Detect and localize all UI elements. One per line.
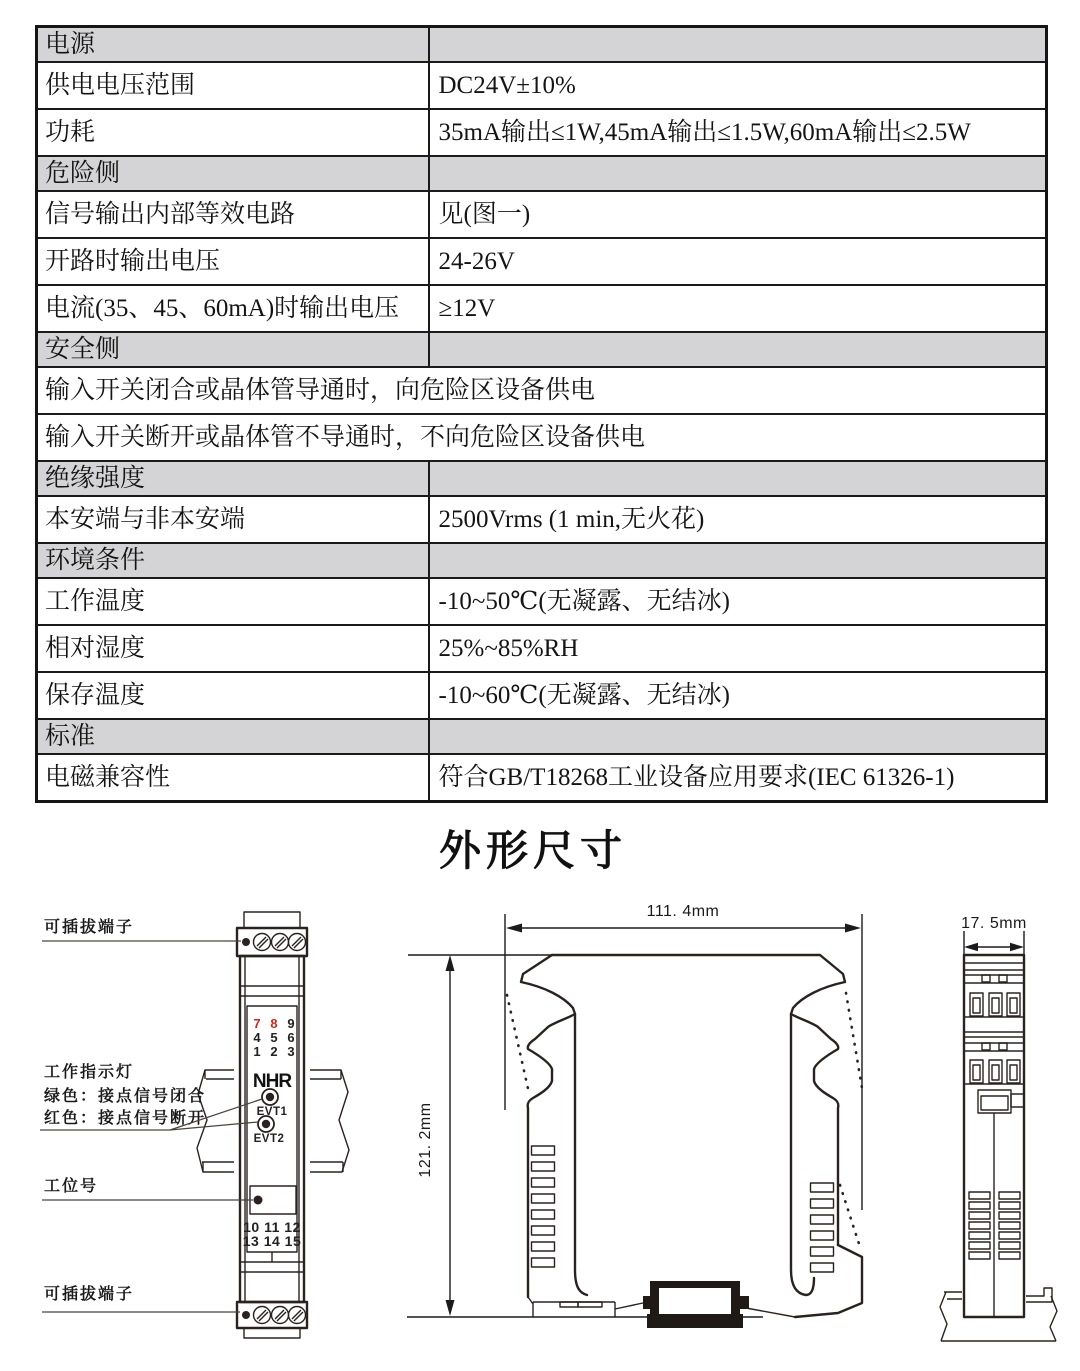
spec-key: 信号输出内部等效电路	[37, 191, 429, 238]
spec-key: 功耗	[37, 109, 429, 156]
spec-row	[37, 414, 1047, 461]
spec-row	[37, 285, 1047, 332]
spec-key: 本安端与非本安端	[37, 496, 429, 543]
spec-section-spacer	[429, 461, 1047, 496]
station-dot	[254, 1196, 263, 1205]
top-terminal-numbers	[253, 1016, 294, 1059]
spec-row	[37, 109, 1047, 156]
spec-section-label: 标准	[37, 719, 429, 754]
spec-value: ≥12V	[429, 285, 1047, 332]
spec-row	[37, 625, 1047, 672]
spec-section-label: 环境条件	[37, 543, 429, 578]
spec-row	[37, 238, 1047, 285]
spec-value: 24-26V	[429, 238, 1047, 285]
spec-section-row	[37, 543, 1047, 578]
spec-section-row	[37, 332, 1047, 367]
spec-value: 符合GB/T18268工业设备应用要求(IEC 61326-1)	[429, 754, 1047, 802]
station-callout: 工位号	[44, 1178, 99, 1195]
led1-label: EVT1	[256, 1106, 288, 1118]
spec-section-spacer	[429, 332, 1047, 367]
page-title: 外形尺寸	[438, 827, 627, 874]
spec-section-row	[37, 156, 1047, 191]
spec-section-row	[37, 461, 1047, 496]
spec-value: DC24V±10%	[429, 62, 1047, 109]
terminal-3: 3	[287, 1044, 295, 1059]
spec-value: 见(图一)	[429, 191, 1047, 238]
indicator-title: 工作指示灯	[44, 1064, 135, 1081]
terminal-7: 7	[253, 1016, 261, 1031]
spec-value: -10~50℃(无凝露、无结冰)	[429, 578, 1047, 625]
terminal-5: 5	[270, 1030, 278, 1045]
spec-key: 开路时输出电压	[37, 238, 429, 285]
spec-row	[37, 754, 1047, 802]
brand-logo: NHR	[252, 1071, 292, 1092]
spec-key: 电流(35、45、60mA)时输出电压	[37, 285, 429, 332]
terminal-9: 9	[287, 1016, 295, 1031]
spec-section-spacer	[429, 719, 1047, 754]
led2-label: EVT2	[253, 1133, 285, 1145]
terminal-2: 2	[270, 1044, 278, 1059]
spec-section-label: 绝缘强度	[37, 461, 429, 496]
end-dim-text: 17. 5mm	[961, 915, 1027, 932]
spec-key: 工作温度	[37, 578, 429, 625]
spec-section-label: 安全侧	[37, 332, 429, 367]
spec-row	[37, 672, 1047, 719]
spec-key: 电磁兼容性	[37, 754, 429, 802]
bottom-terminal-numbers-row2: 13 14 15	[242, 1233, 302, 1249]
spec-section-row	[37, 27, 1047, 63]
dotted-edge-right-top	[846, 993, 862, 1088]
spec-row	[37, 62, 1047, 109]
outline-dimension-drawings	[0, 888, 1080, 1371]
spec-section-label: 危险侧	[37, 156, 429, 191]
bottom-terminal-numbers-row1: 10 11 12	[243, 1219, 301, 1235]
spec-section-label: 电源	[37, 27, 429, 63]
spec-value: 25%~85%RH	[429, 625, 1047, 672]
spec-row	[37, 191, 1047, 238]
dotted-edge-right-bottom	[840, 1185, 861, 1250]
terminal-4: 4	[253, 1030, 261, 1045]
module-side-profile	[507, 955, 862, 1328]
front-view-drawing	[40, 910, 349, 1342]
bottom-terminal-callout: 可插拔端子	[44, 1286, 135, 1303]
spec-key: 保存温度	[37, 672, 429, 719]
spec-fullrow-text: 输入开关闭合或晶体管导通时，向危险区设备供电	[37, 367, 1047, 414]
terminal-dot-bottom	[242, 1311, 250, 1319]
width-dimension	[505, 903, 862, 1210]
vent-slots-left	[532, 1146, 555, 1267]
front-view-callouts	[40, 917, 262, 1312]
spec-row	[37, 496, 1047, 543]
spec-section-row	[37, 719, 1047, 754]
terminal-dot-top	[242, 938, 250, 946]
indicator-red-label: 红色：接点信号断开	[44, 1110, 207, 1127]
spec-value: -10~60℃(无凝露、无结冰)	[429, 672, 1047, 719]
spec-value: 35mA输出≤1W,45mA输出≤1.5W,60mA输出≤2.5W	[429, 109, 1047, 156]
width-dim-text: 111. 4mm	[646, 903, 720, 920]
spec-section-spacer	[429, 543, 1047, 578]
dotted-edge-left	[507, 995, 529, 1093]
end-view-drawing	[940, 915, 1057, 1341]
spec-row	[37, 367, 1047, 414]
top-terminal-callout: 可插拔端子	[44, 919, 135, 936]
spec-table	[35, 25, 1048, 803]
spec-row	[37, 578, 1047, 625]
terminal-8: 8	[270, 1016, 278, 1031]
spec-fullrow-text: 输入开关断开或晶体管不导通时，不向危险区设备供电	[37, 414, 1047, 461]
din-rail-clip	[643, 1281, 749, 1328]
vent-slots-right	[811, 1183, 834, 1272]
height-dim-text: 121. 2mm	[417, 1102, 434, 1178]
spec-section-spacer	[429, 156, 1047, 191]
terminal-6: 6	[287, 1030, 295, 1045]
height-dimension	[407, 955, 763, 1317]
spec-key: 供电电压范围	[37, 62, 429, 109]
end-width-dimension	[961, 915, 1027, 958]
spec-section-spacer	[429, 27, 1047, 63]
side-view-drawing	[407, 903, 862, 1328]
spec-key: 相对湿度	[37, 625, 429, 672]
spec-value: 2500Vrms (1 min,无火花)	[429, 496, 1047, 543]
terminal-1: 1	[253, 1044, 261, 1059]
indicator-green-label: 绿色：接点信号闭合	[44, 1088, 207, 1105]
